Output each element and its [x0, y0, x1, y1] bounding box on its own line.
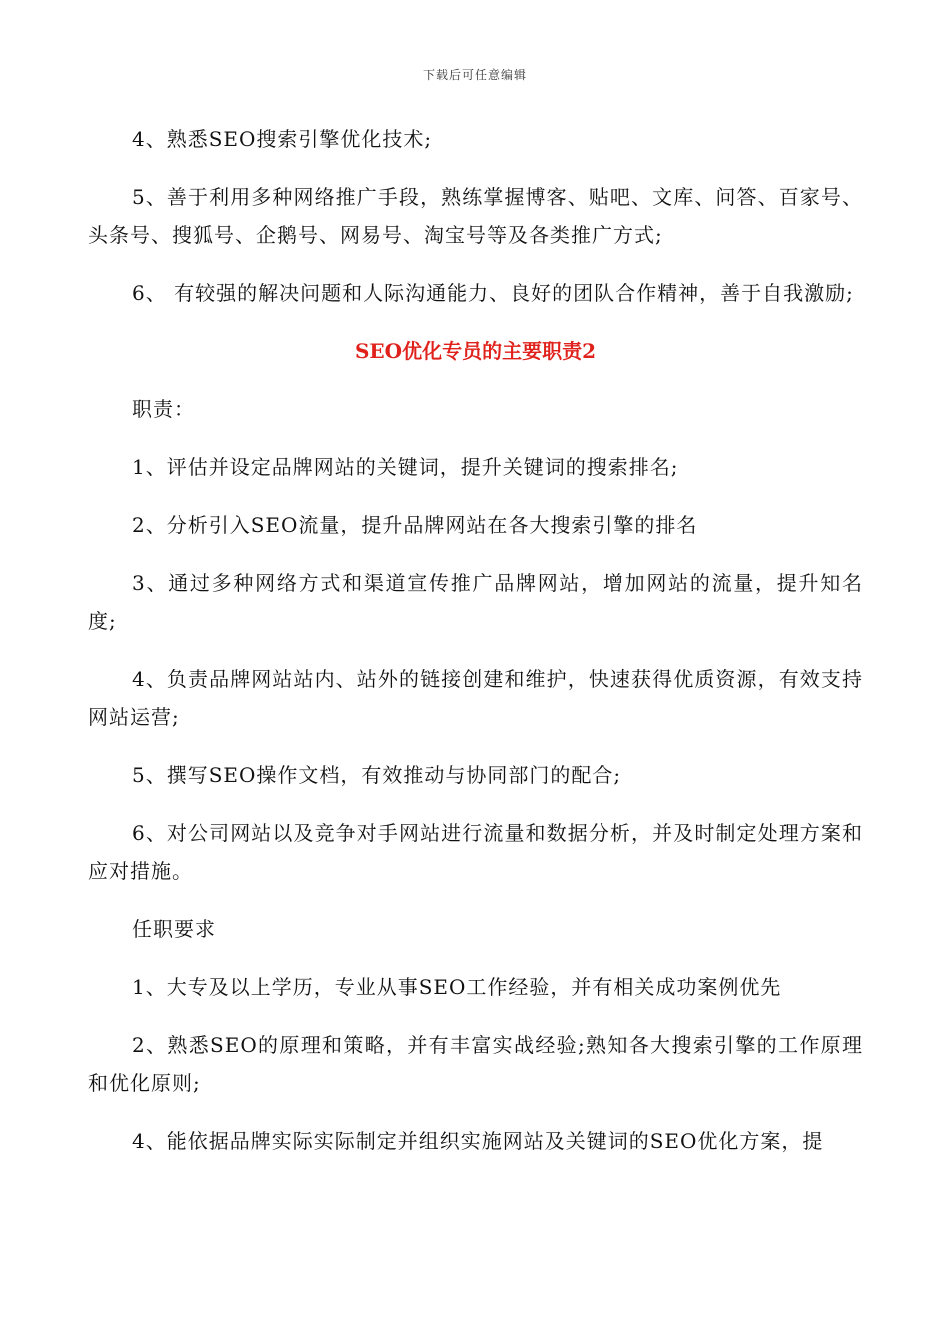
list-item: 3、通过多种网络方式和渠道宣传推广品牌网站，增加网站的流量，提升知名度; [88, 571, 863, 633]
document-body [88, 120, 863, 1180]
list-item: 4、负责品牌网站站内、站外的链接创建和维护，快速获得优质资源，有效支持网站运营; [88, 667, 863, 729]
list-item: 2、熟悉SEO的原理和策略，并有丰富实战经验;熟知各大搜索引擎的工作原理和优化原则; [88, 1033, 863, 1095]
list-item: 6、 有较强的解决问题和人际沟通能力、良好的团队合作精神，善于自我激励; [132, 281, 854, 305]
list-item: 1、大专及以上学历，专业从事SEO工作经验，并有相关成功案例优先 [132, 975, 782, 999]
page-header-note: 下载后可任意编辑 [422, 68, 527, 82]
list-item: 1、评估并设定品牌网站的关键词，提升关键词的搜索排名; [132, 455, 679, 479]
list-item: 6、对公司网站以及竞争对手网站进行流量和数据分析，并及时制定处理方案和应对措施。 [88, 821, 863, 883]
list-item: 4、能依据品牌实际实际制定并组织实施网站及关键词的SEO优化方案，提 [132, 1129, 824, 1153]
list-item: 2、分析引入SEO流量，提升品牌网站在各大搜索引擎的排名 [132, 513, 698, 537]
list-item: 4、熟悉SEO搜索引擎优化技术; [132, 127, 433, 151]
duties-heading: 职责： [132, 397, 195, 421]
list-item: 5、撰写SEO操作文档，有效推动与协同部门的配合; [132, 763, 622, 787]
requirements-heading: 任职要求 [132, 917, 216, 941]
section-title: SEO优化专员的主要职责2 [354, 339, 597, 363]
list-item: 5、善于利用多种网络推广手段，熟练掌握博客、贴吧、文库、问答、百家号、头条号、搜狐号、企鹅号、网易号、淘宝号等及各类推广方式; [88, 185, 863, 247]
